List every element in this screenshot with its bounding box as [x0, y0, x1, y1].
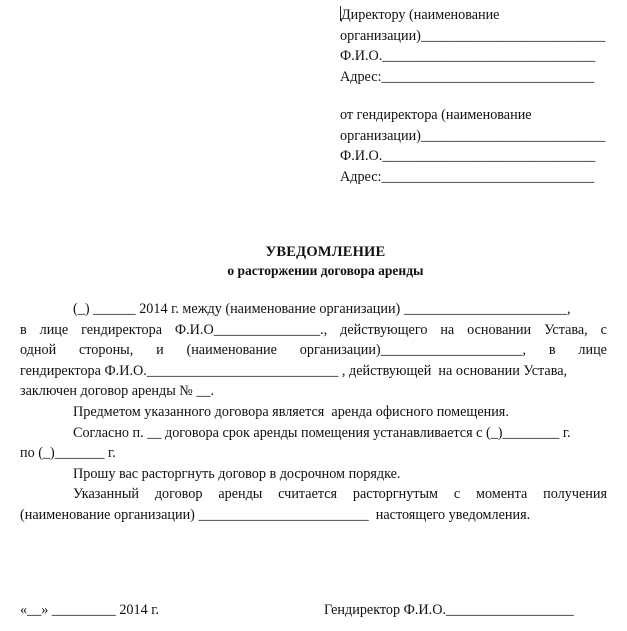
paragraph-1-line-4[interactable]: гендиректора Ф.И.О.___________________________ , действующей на основании Устава,	[20, 362, 568, 379]
paragraph-1-line-2[interactable]: в лице гендиректора Ф.И.О_______________., действующего на основании Устава, с	[20, 321, 607, 338]
recipient-address-field[interactable]: Адрес:______________________________	[340, 68, 595, 85]
paragraph-1-line-3[interactable]: одной стороны, и (наименование организации)____________________, в лице	[20, 342, 607, 359]
sender-block	[340, 105, 610, 187]
recipient-line-1	[340, 5, 610, 26]
recipient-title: Директору (наименование	[341, 7, 500, 23]
signature-name-field[interactable]: Гендиректор Ф.И.О.__________________	[324, 602, 574, 618]
paragraph-1-line-5[interactable]: заключен договор аренды № __.	[20, 383, 215, 400]
paragraph-4: Прошу вас расторгнуть договор в досрочном порядке.	[73, 465, 401, 482]
paragraph-2: Предметом указанного договора является аренда офисного помещения.	[73, 403, 509, 420]
paragraph-5-line-1: Указанный договор аренды считается расторгнутым с момента получения	[73, 486, 607, 503]
recipient-block	[340, 5, 610, 87]
sender-title: от гендиректора (наименование	[340, 107, 532, 123]
recipient-organization-field[interactable]: организации)__________________________	[340, 27, 606, 44]
recipient-name-field[interactable]: Ф.И.О.______________________________	[340, 48, 596, 64]
paragraph-1-line-1[interactable]: (_) ______ 2014 г. между (наименование организации) _______________________,	[73, 301, 571, 317]
sender-organization-field[interactable]: организации)__________________________	[340, 127, 606, 144]
sender-name-field[interactable]: Ф.И.О.______________________________	[340, 148, 596, 164]
sender-address-field[interactable]: Адрес:______________________________	[340, 168, 595, 185]
document-body	[20, 299, 607, 526]
paragraph-3-line-2[interactable]: по (_)_______ г.	[20, 445, 116, 462]
paragraph-3-line-1[interactable]: Согласно п. __ договора срок аренды помещения устанавливается с (_)________ г.	[73, 424, 571, 441]
signature-date-field[interactable]: «__» _________ 2014 г.	[20, 602, 159, 618]
document-title: УВЕДОМЛЕНИЕ	[265, 244, 386, 260]
document-subtitle: о расторжении договора аренды	[227, 263, 424, 278]
paragraph-5-line-2[interactable]: (наименование организации) ________________________ настоящего уведомления.	[20, 506, 531, 523]
